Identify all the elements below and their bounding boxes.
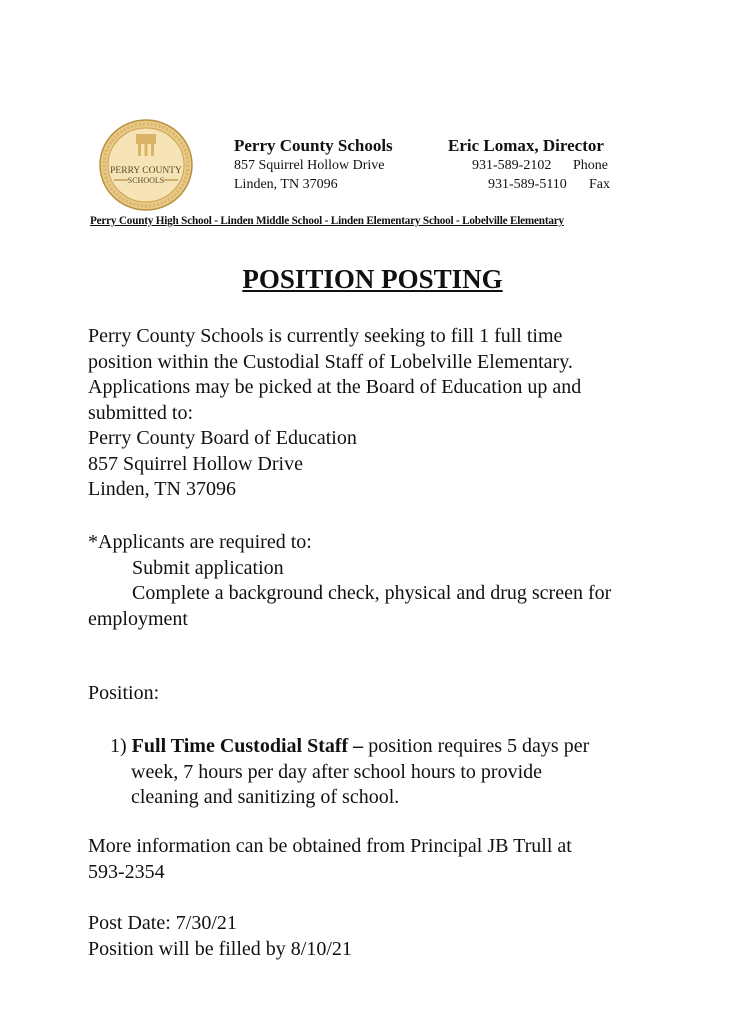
page-title: POSITION POSTING <box>242 264 503 294</box>
more-info-line: More information can be obtained from Principal JB Trull at <box>88 835 572 857</box>
position-desc: position requires 5 days per <box>363 735 590 757</box>
requirements-section <box>88 530 688 632</box>
intro-paragraph <box>88 324 688 503</box>
phone-row <box>448 156 648 175</box>
position-heading <box>88 681 688 707</box>
board-name: Perry County Board of Education <box>88 427 357 449</box>
position-item-first-line <box>110 734 710 760</box>
director-contact-block <box>448 136 648 194</box>
phone-label: Phone <box>573 158 608 173</box>
requirements-heading: *Applicants are required to: <box>88 531 312 553</box>
position-name: Full Time Custodial Staff – <box>131 735 364 757</box>
post-date: Post Date: 7/30/21 <box>88 912 237 934</box>
seal-text-line2: SCHOOLS <box>127 176 165 185</box>
fill-by-date: Position will be filled by 8/10/21 <box>88 937 352 960</box>
organization-street: 857 Squirrel Hollow Drive <box>234 158 385 173</box>
requirement-item: Complete a background check, physical and drug screen for <box>132 582 612 604</box>
position-heading-text: Position: <box>88 682 160 704</box>
director-name: Eric Lomax, Director <box>448 136 604 155</box>
requirement-item-continued: employment <box>88 607 188 630</box>
fax-number: 931-589-5110 <box>488 177 567 192</box>
board-street: 857 Squirrel Hollow Drive <box>88 452 303 475</box>
intro-line: Applications may be picked at the Board of Education up and <box>88 376 582 398</box>
phone-number: 931-589-2102 <box>472 158 552 173</box>
intro-line: Perry County Schools is currently seeking to fill 1 full time <box>88 325 563 347</box>
intro-line: position within the Custodial Staff of Lobelville Elementary. <box>88 350 573 373</box>
organization-address-block <box>234 136 444 194</box>
schools-list: Perry County High School - Linden Middle School - Linden Elementary School - Lobelville Elementary <box>90 215 564 227</box>
organization-name: Perry County Schools <box>234 136 393 155</box>
dates-section <box>88 911 688 962</box>
board-city: Linden, TN 37096 <box>88 478 236 500</box>
seal-text-line1: PERRY COUNTY <box>110 166 182 176</box>
fax-label: Fax <box>589 177 610 192</box>
requirement-item: Submit application <box>132 556 284 579</box>
position-item <box>110 734 710 811</box>
contact-phone: 593-2354 <box>88 860 165 883</box>
more-info-paragraph <box>88 834 688 885</box>
intro-line: submitted to: <box>88 401 193 424</box>
school-seal-logo <box>98 118 194 212</box>
organization-city: Linden, TN 37096 <box>234 177 338 192</box>
position-number: 1) <box>110 735 127 757</box>
seal-icon <box>98 118 194 212</box>
position-desc-line: cleaning and sanitizing of school. <box>131 786 400 808</box>
fax-row <box>448 175 648 194</box>
position-desc-line: week, 7 hours per day after school hours to provide <box>131 760 542 783</box>
